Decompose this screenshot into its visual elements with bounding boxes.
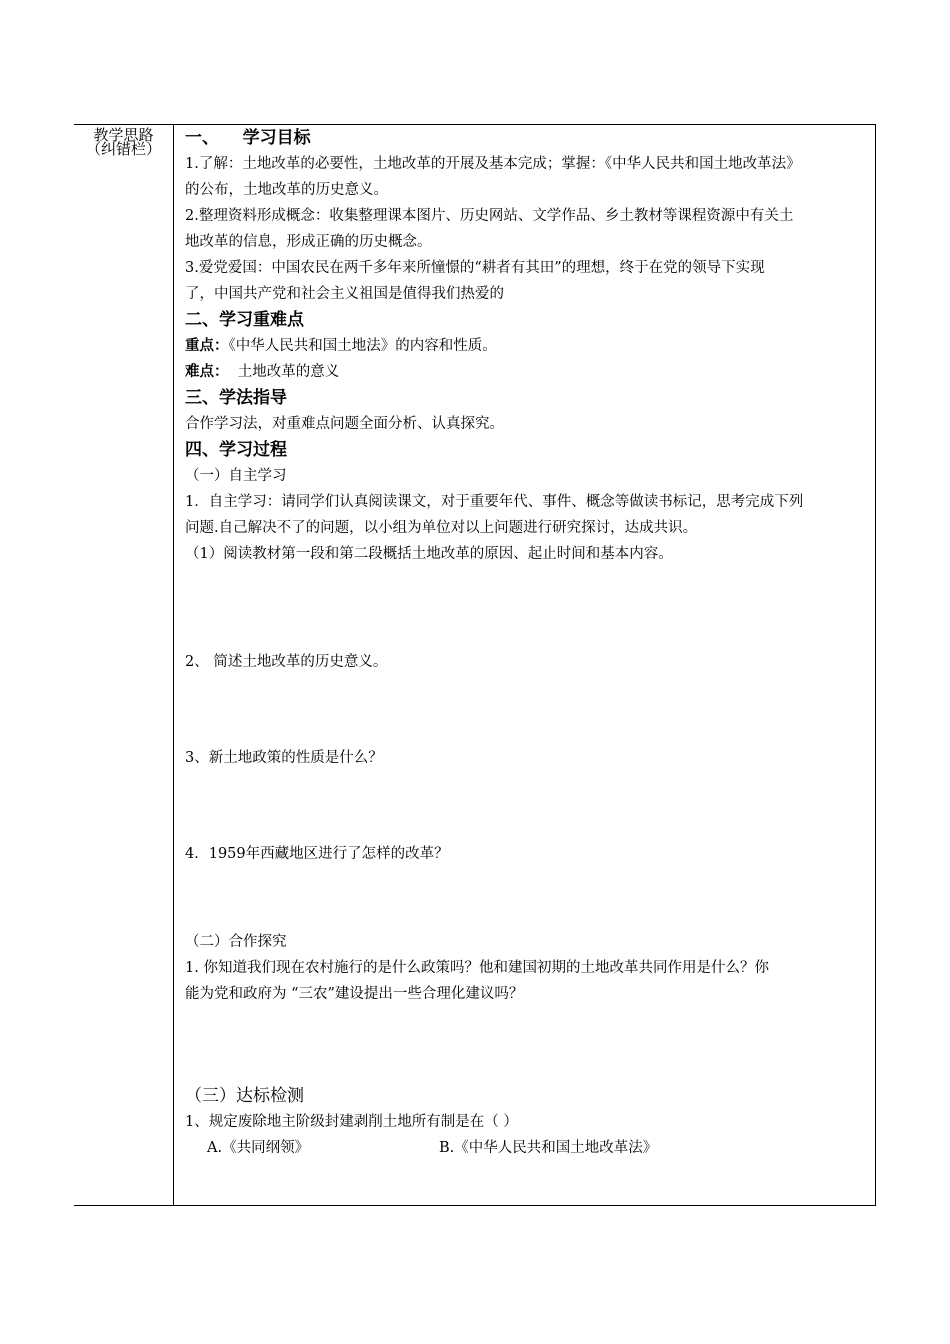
difficulty-line	[185, 359, 875, 385]
column-heading	[74, 125, 173, 156]
lesson-plan-table	[74, 124, 876, 1206]
content-column	[174, 125, 876, 1205]
section-title-objectives: 一、 学习目标	[185, 128, 311, 148]
objective-line: 3.爱党爱国：中国农民在两千多年来所憧憬的“耕者有其田”的理想，终于在党的领导下实现	[185, 260, 765, 276]
answer-space	[185, 771, 875, 841]
objective-line: 2.整理资料形成概念：收集整理课本图片、历史网站、文学作品、乡土教材等课程资源中有关土	[185, 208, 794, 224]
objective-line: 了，中国共产党和社会主义祖国是值得我们热爱的	[185, 286, 504, 302]
subsection-cooperative: （二）合作探究	[185, 934, 287, 950]
objective-line: 的公布，土地改革的历史意义。	[185, 182, 388, 198]
key-point-line	[185, 333, 875, 359]
section-title-key-points: 二、学习重难点	[185, 310, 304, 330]
heading-line-2: （纠错栏）	[85, 140, 161, 158]
subsection-self-study: （一）自主学习	[185, 468, 287, 484]
question-4: 4．1959年西藏地区进行了怎样的改革？	[185, 846, 449, 862]
heading-line-1: 教学思路	[93, 126, 154, 144]
difficulty-text: 土地改革的意义	[228, 364, 340, 380]
intro-line: 1．自主学习：请同学们认真阅读课文，对于重要年代、事件、概念等做读书标记，思考完成下列	[185, 494, 804, 510]
objective-line: 1.了解：土地改革的必要性，土地改革的开展及基本完成；掌握：《中华人民共和国土地改革法》	[185, 156, 801, 172]
section-title-process: 四、学习过程	[185, 440, 287, 460]
subsection-test: （三）达标检测	[185, 1086, 304, 1106]
option-b: B.《中华人民共和国土地改革法》	[439, 1140, 658, 1156]
test-options	[185, 1135, 875, 1161]
question-1: （1）阅读教材第一段和第二段概括土地改革的原因、起止时间和基本内容。	[185, 546, 673, 562]
intro-line: 问题.自己解决不了的问题，以小组为单位对以上问题进行研究探讨，达成共识。	[185, 520, 698, 536]
cooperative-line: 能为党和政府为 “三农”建设提出一些合理化建议吗？	[185, 986, 524, 1002]
option-a: A.《共同纲领》	[207, 1140, 310, 1156]
test-question-1: 1、规定废除地主阶级封建剥削土地所有制是在（ ）	[185, 1114, 518, 1130]
answer-space	[185, 675, 875, 745]
answer-space	[185, 567, 875, 649]
method-text: 合作学习法，对重难点问题全面分析、认真探究。	[185, 416, 504, 432]
answer-space	[185, 1007, 875, 1083]
difficulty-label: 难点：	[185, 364, 229, 380]
key-point-text: 《中华人民共和国土地法》的内容和性质。	[228, 338, 497, 354]
cooperative-line: 1. 你知道我们现在农村施行的是什么政策吗？他和建国初期的土地改革共同作用是什么？你	[185, 960, 769, 976]
key-point-label: 重点：	[185, 338, 229, 354]
objective-line: 地改革的信息，形成正确的历史概念。	[185, 234, 432, 250]
answer-space	[185, 867, 875, 929]
correction-column	[74, 125, 174, 1205]
question-3: 3、新土地政策的性质是什么？	[185, 750, 383, 766]
section-title-method: 三、学法指导	[185, 388, 287, 408]
question-2: 2、 简述土地改革的历史意义。	[185, 654, 388, 670]
